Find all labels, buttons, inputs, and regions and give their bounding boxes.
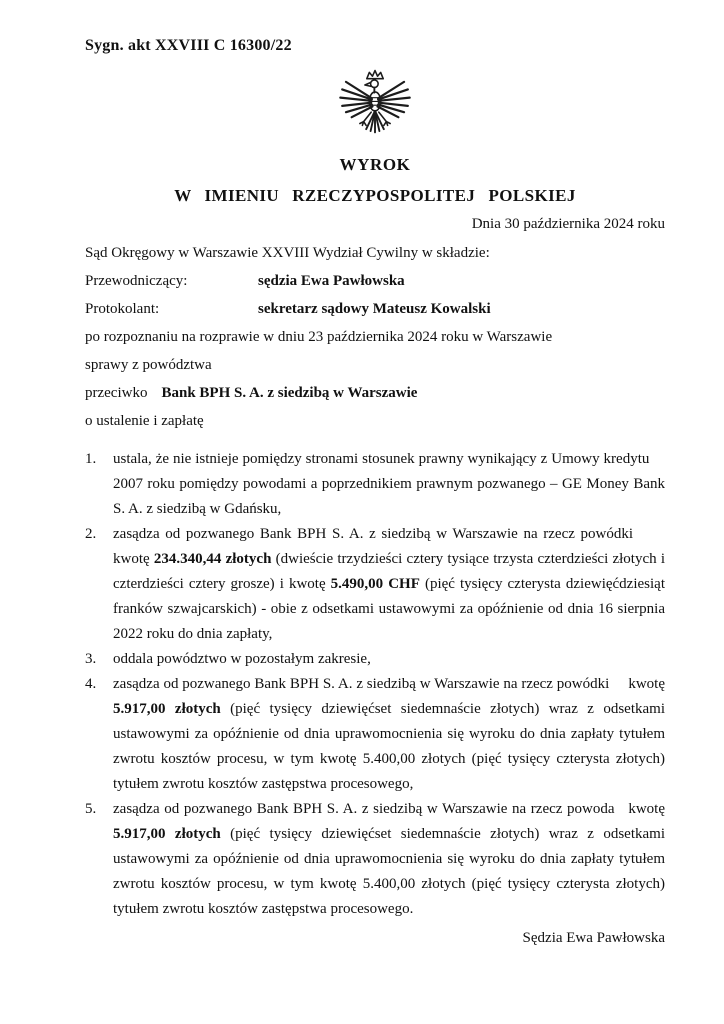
ruling-number: 5. <box>85 801 97 817</box>
panel-row-presiding <box>85 267 665 295</box>
clerk-name: sekretarz sądowy Mateusz Kowalski <box>258 301 491 317</box>
ruling-text <box>113 797 665 922</box>
ruling-amount: 5.490,00 CHF <box>330 576 420 592</box>
ruling-number: 3. <box>85 651 97 667</box>
ruling-text-segment: zasądza od pozwanego Bank BPH S. A. z siedzibą w Warszawie na rzecz powódki kwotę <box>113 676 665 692</box>
polish-eagle-emblem-icon <box>337 68 413 150</box>
panel-row-clerk <box>85 295 665 323</box>
defendant-line <box>85 379 665 407</box>
ruling-text-segment: oddala powództwo w pozostałym zakresie, <box>113 651 371 667</box>
ruling-item <box>85 522 665 647</box>
document-title: WYROK <box>339 155 411 174</box>
emblem-wrap <box>85 68 665 150</box>
judgment-date: Dnia 30 października 2024 roku <box>471 216 665 232</box>
document-subtitle: W IMIENIU RZECZYPOSPOLITEJ POLSKIEJ <box>174 186 576 205</box>
ruling-text-segment: (pięć tysięcy dziewięćset siedemnaście złotych) wraz z odsetkami ustawowymi za opóźnienie od dnia uprawomocnienia się wyroku do dnia zapłaty tytułem zwrotu kosztów procesu, w tym kwotę 5.400,00 złotych (pięć tysięcy czterysta złotych) tytułem zwrotu kosztów zastępstwa procesowego, <box>113 701 665 792</box>
ruling-item <box>85 672 665 797</box>
hearing-line: po rozpoznaniu na rozprawie w dniu 23 października 2024 roku w Warszawie <box>85 329 553 345</box>
ruling-number: 1. <box>85 451 97 467</box>
defendant-label: przeciwko <box>85 385 148 401</box>
ruling-text <box>113 672 665 797</box>
ruling-item <box>85 647 665 672</box>
claim-line: sprawy z powództwa <box>85 357 212 373</box>
rulings-list <box>85 447 665 922</box>
ruling-text <box>113 522 665 647</box>
ruling-text-segment: zasądza od pozwanego Bank BPH S. A. z siedzibą w Warszawie na rzecz powódki kwotę <box>113 526 665 567</box>
defendant-name: Bank BPH S. A. z siedzibą w Warszawie <box>161 385 418 401</box>
ruling-text <box>113 647 665 672</box>
ruling-number: 2. <box>85 526 97 542</box>
ruling-text <box>113 447 665 522</box>
judge-signature: Sędzia Ewa Pawłowska <box>522 930 665 946</box>
ruling-amount: 5.917,00 złotych <box>113 826 221 842</box>
ruling-amount: 234.340,44 złotych <box>153 551 272 567</box>
ruling-text-segment: (pięć tysięcy dziewięćset siedemnaście złotych) wraz z odsetkami ustawowymi za opóźnienie od dnia uprawomocnienia się wyroku do dnia zapłaty tytułem zwrotu kosztów procesu, w tym kwotę 5.400,00 złotych (pięć tysięcy czterysta złotych) tytułem zwrotu kosztów zastępstwa procesowego. <box>113 826 665 917</box>
court-line: Sąd Okręgowy w Warszawie XXVIII Wydział Cywilny w składzie: <box>85 245 490 261</box>
ruling-item <box>85 447 665 522</box>
case-number: Sygn. akt XXVIII C 16300/22 <box>85 37 292 54</box>
ruling-amount: 5.917,00 złotych <box>113 701 221 717</box>
ruling-text-segment: zasądza od pozwanego Bank BPH S. A. z siedzibą w Warszawie na rzecz powoda kwotę <box>113 801 665 817</box>
ruling-text-segment: ustala, że nie istnieje pomiędzy stronami stosunek prawny wynikający z Umowy kredytu 2007 roku pomiędzy powodami a poprzednikiem prawnym pozwanego – GE Money Bank S. A. z siedzibą w Gdańsku, <box>113 451 665 517</box>
ruling-text-segment: (pięć tysięcy czterysta dziewięćdziesiąt franków szwajcarskich) - obie z odsetkami ustawowymi za opóźnienie od dnia 16 sierpnia 2022 roku do dnia zapłaty, <box>113 576 665 642</box>
intro-block <box>85 239 665 435</box>
clerk-role-label: Protokolant: <box>85 301 160 317</box>
ruling-text-segment: (dwieście trzydzieści cztery tysiące trzysta czterdzieści złotych i czterdzieści cztery grosze) i kwotę <box>113 551 665 592</box>
presiding-judge-name: sędzia Ewa Pawłowska <box>258 273 405 289</box>
presiding-role-label: Przewodniczący: <box>85 273 188 289</box>
ruling-item <box>85 797 665 922</box>
ruling-number: 4. <box>85 676 97 692</box>
subject-line: o ustalenie i zapłatę <box>85 413 204 429</box>
